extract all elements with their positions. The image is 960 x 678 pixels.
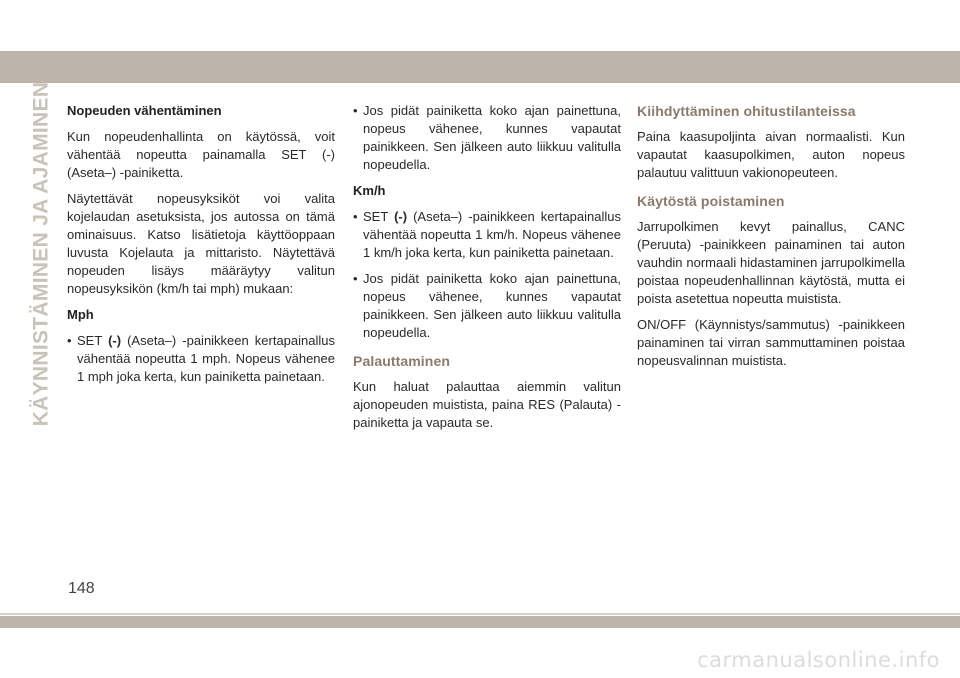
minus-button-label: (-) — [394, 209, 408, 224]
footer-line — [0, 613, 960, 615]
column-right — [637, 102, 905, 378]
section-side-title: KÄYNNISTÄMINEN JA AJAMINEN — [29, 81, 53, 427]
disable-paragraph: Jarrupolkimen kevyt painallus, CANC (Peruuta) -painikkeen painaminen tai auton vauhdin normaali hidastaminen jarrupolkimella poistaa nopeudenhallinnan käytöstä, mutta ei poista asetettua nopeutta muistista. — [637, 219, 905, 306]
bullet-dot: • — [353, 209, 358, 224]
speed-decrease-paragraph: Kun nopeudenhallinta on käytössä, voit vähentää nopeutta painamalla SET (-) (Aseta–) -painiketta. — [67, 129, 335, 180]
header-band — [0, 51, 960, 83]
footer-band — [0, 616, 960, 628]
minus-button-label: (-) — [108, 333, 122, 348]
mph-bullet: • SET (-) (Aseta–) -painikkeen kertapainallus vähentää nopeutta 1 mph. Nopeus vähenee 1 mph joka kerta, kun painiketta painetaan. — [67, 333, 335, 384]
hold-bullet-mph: • Jos pidät painiketta koko ajan painettuna, nopeus vähenee, kunnes vapautat painikkeen. Sen jälkeen auto liikkuu valitulla nopeudella. — [353, 103, 621, 172]
units-paragraph: Näytettävät nopeusyksiköt voi valita kojelaudan asetuksista, jos autossa on tämä ominaisuus. Katso lisätietoja käyttöoppaan luvusta Kojelauta ja mittaristo. Näytettävä nopeuden lisäys määräytyy valitun nopeusyksikön (km/h tai mph) mukaan: — [67, 191, 335, 296]
onoff-paragraph: ON/OFF (Käynnistys/sammutus) -painikkeen painaminen tai virran sammuttaminen poistaa nopeusvalinnan muistista. — [637, 317, 905, 368]
accel-heading: Kiihdyttäminen ohitustilanteissa — [637, 103, 856, 119]
mph-heading: Mph — [67, 307, 94, 322]
section-side-tab — [28, 81, 54, 427]
kmh-bullet: • SET (-) (Aseta–) -painikkeen kertapainallus vähentää nopeutta 1 km/h. Nopeus vähenee 1 km/h joka kerta, kun painiketta painetaan. — [353, 209, 621, 260]
bullet-dot: • — [353, 103, 358, 118]
accel-paragraph: Paina kaasupoljinta aivan normaalisti. Kun vapautat kaasupolkimen, auton nopeus palautuu valittuun vakionopeuteen. — [637, 129, 905, 180]
column-left — [67, 102, 335, 394]
bullet-dot: • — [67, 333, 72, 348]
disable-heading: Käytöstä poistaminen — [637, 193, 785, 209]
bullet-dot: • — [353, 271, 358, 286]
resume-heading: Palauttaminen — [353, 353, 450, 369]
column-middle — [353, 102, 621, 440]
watermark-text: carmanualsonline.info — [697, 648, 940, 672]
resume-paragraph: Kun haluat palauttaa aiemmin valitun ajonopeuden muistista, paina RES (Palauta) -painiketta ja vapauta se. — [353, 379, 621, 430]
speed-decrease-heading: Nopeuden vähentäminen — [67, 103, 222, 118]
hold-bullet-kmh: • Jos pidät painiketta koko ajan painettuna, nopeus vähenee, kunnes vapautat painikkeen. Sen jälkeen auto liikkuu valitulla nopeudella. — [353, 271, 621, 340]
page-number: 148 — [68, 580, 95, 597]
kmh-heading: Km/h — [353, 183, 386, 198]
